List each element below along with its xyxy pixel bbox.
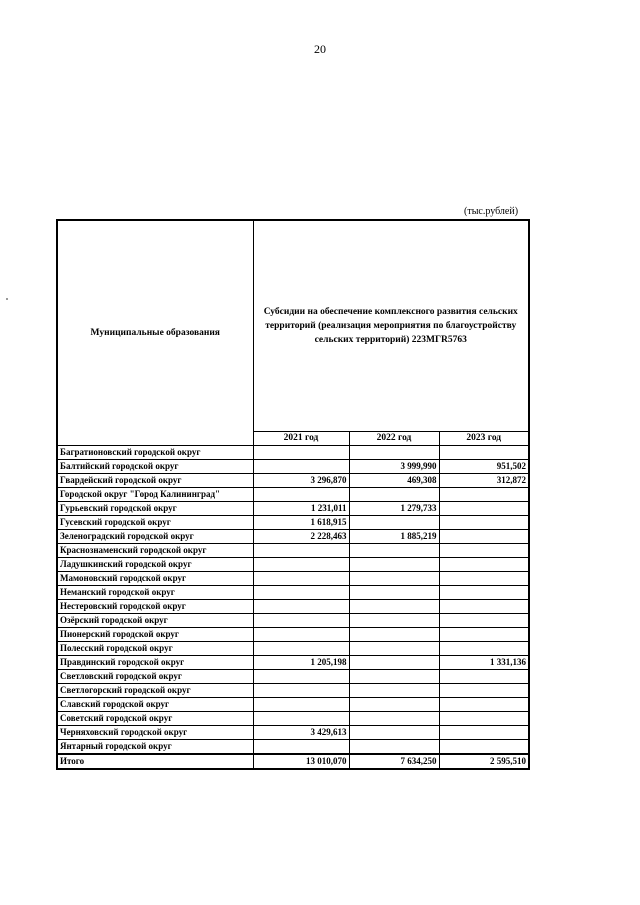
value-2023 [439,600,529,614]
municipality-name: Гусевский городской округ [57,516,253,530]
value-2021 [253,600,349,614]
value-2021 [253,488,349,502]
value-2022 [349,656,439,670]
value-2021 [253,572,349,586]
value-2021 [253,544,349,558]
value-2022 [349,558,439,572]
total-row [57,754,529,769]
table-row [57,656,529,670]
municipality-name: Ладушкинский городской округ [57,558,253,572]
header-year-2023: 2023 год [439,431,529,445]
municipality-name: Гурьевский городской округ [57,502,253,516]
value-2023 [439,698,529,712]
value-2023 [439,488,529,502]
value-2021 [253,670,349,684]
total-2021: 13 010,070 [253,754,349,769]
table-row [57,712,529,726]
value-2021: 3 296,870 [253,474,349,488]
table-row [57,642,529,656]
value-2021 [253,684,349,698]
table-row [57,670,529,684]
table-row [57,628,529,642]
municipality-name: Неманский городской округ [57,586,253,600]
municipality-name: Нестеровский городской округ [57,600,253,614]
value-2021: 3 429,613 [253,726,349,740]
table-row [57,544,529,558]
total-label: Итого [57,754,253,769]
municipality-name: Багратионовский городской округ [57,446,253,460]
header-year-2022: 2022 год [349,431,439,445]
value-2023 [439,558,529,572]
value-2023 [439,572,529,586]
value-2021 [253,628,349,642]
value-2022 [349,684,439,698]
value-2022 [349,572,439,586]
value-2023 [439,670,529,684]
municipality-name: Янтарный городской округ [57,740,253,755]
value-2022 [349,614,439,628]
value-2023 [439,516,529,530]
municipality-name: Краснознаменский городской округ [57,544,253,558]
value-2023 [439,684,529,698]
table-row [57,530,529,544]
municipality-name: Балтийский городской округ [57,460,253,474]
value-2021: 1 231,011 [253,502,349,516]
header-municipal: Муниципальные образования [57,220,253,446]
municipality-name: Правдинский городской округ [57,656,253,670]
municipality-name: Светлогорский городской округ [57,684,253,698]
municipality-name: Славский городской округ [57,698,253,712]
municipality-name: Светловский городской округ [57,670,253,684]
value-2021 [253,586,349,600]
municipality-name: Пионерский городской округ [57,628,253,642]
value-2022 [349,516,439,530]
value-2022 [349,628,439,642]
value-2022 [349,712,439,726]
value-2022: 1 279,733 [349,502,439,516]
table-body [57,446,529,755]
table-row [57,600,529,614]
municipality-name: Городской округ "Город Калининград" [57,488,253,502]
value-2023 [439,530,529,544]
value-2022 [349,544,439,558]
municipality-name: Зеленоградский городской округ [57,530,253,544]
value-2021 [253,558,349,572]
table-row [57,460,529,474]
value-2023: 1 331,136 [439,656,529,670]
subsidy-table [56,219,530,770]
table-row [57,558,529,572]
value-2023 [439,740,529,755]
table-row [57,586,529,600]
table-row [57,726,529,740]
value-2021 [253,642,349,656]
value-2021: 2 228,463 [253,530,349,544]
value-2023 [439,642,529,656]
value-2021: 1 618,915 [253,516,349,530]
value-2022 [349,740,439,755]
page-number: 20 [314,42,326,56]
value-2023 [439,726,529,740]
header-year-2021: 2021 год [253,431,349,445]
table-row [57,740,529,755]
value-2022 [349,446,439,460]
value-2021 [253,446,349,460]
scan-speck [6,298,8,300]
value-2021 [253,614,349,628]
value-2022 [349,586,439,600]
total-2022: 7 634,250 [349,754,439,769]
value-2023 [439,712,529,726]
value-2023 [439,446,529,460]
value-2023 [439,586,529,600]
value-2022 [349,698,439,712]
table-row [57,614,529,628]
value-2021 [253,460,349,474]
municipality-name: Черняховский городской округ [57,726,253,740]
table-row [57,516,529,530]
value-2022: 3 999,990 [349,460,439,474]
table-row [57,502,529,516]
value-2021 [253,712,349,726]
value-2022 [349,726,439,740]
value-2022: 469,308 [349,474,439,488]
total-2023: 2 595,510 [439,754,529,769]
value-2023: 312,872 [439,474,529,488]
header-subsidy: Субсидии на обеспечение комплексного развития сельских территорий (реализация мероприятия по благоустройству сельских территорий) 223МГR5763 [253,220,529,431]
value-2022 [349,670,439,684]
value-2023 [439,502,529,516]
value-2023 [439,628,529,642]
value-2021: 1 205,198 [253,656,349,670]
table-row [57,698,529,712]
value-2022 [349,488,439,502]
value-2021 [253,698,349,712]
table-row [57,446,529,460]
municipality-name: Гвардейский городской округ [57,474,253,488]
value-2023 [439,614,529,628]
table-row [57,572,529,586]
municipality-name: Полесский городской округ [57,642,253,656]
municipality-name: Мамоновский городской округ [57,572,253,586]
unit-note: (тыс.рублей) [464,206,519,217]
value-2022: 1 885,219 [349,530,439,544]
value-2023: 951,502 [439,460,529,474]
value-2023 [439,544,529,558]
municipality-name: Советский городской округ [57,712,253,726]
value-2022 [349,600,439,614]
value-2021 [253,740,349,755]
table-row [57,488,529,502]
municipality-name: Озёрский городской округ [57,614,253,628]
table-row [57,474,529,488]
table-row [57,684,529,698]
value-2022 [349,642,439,656]
